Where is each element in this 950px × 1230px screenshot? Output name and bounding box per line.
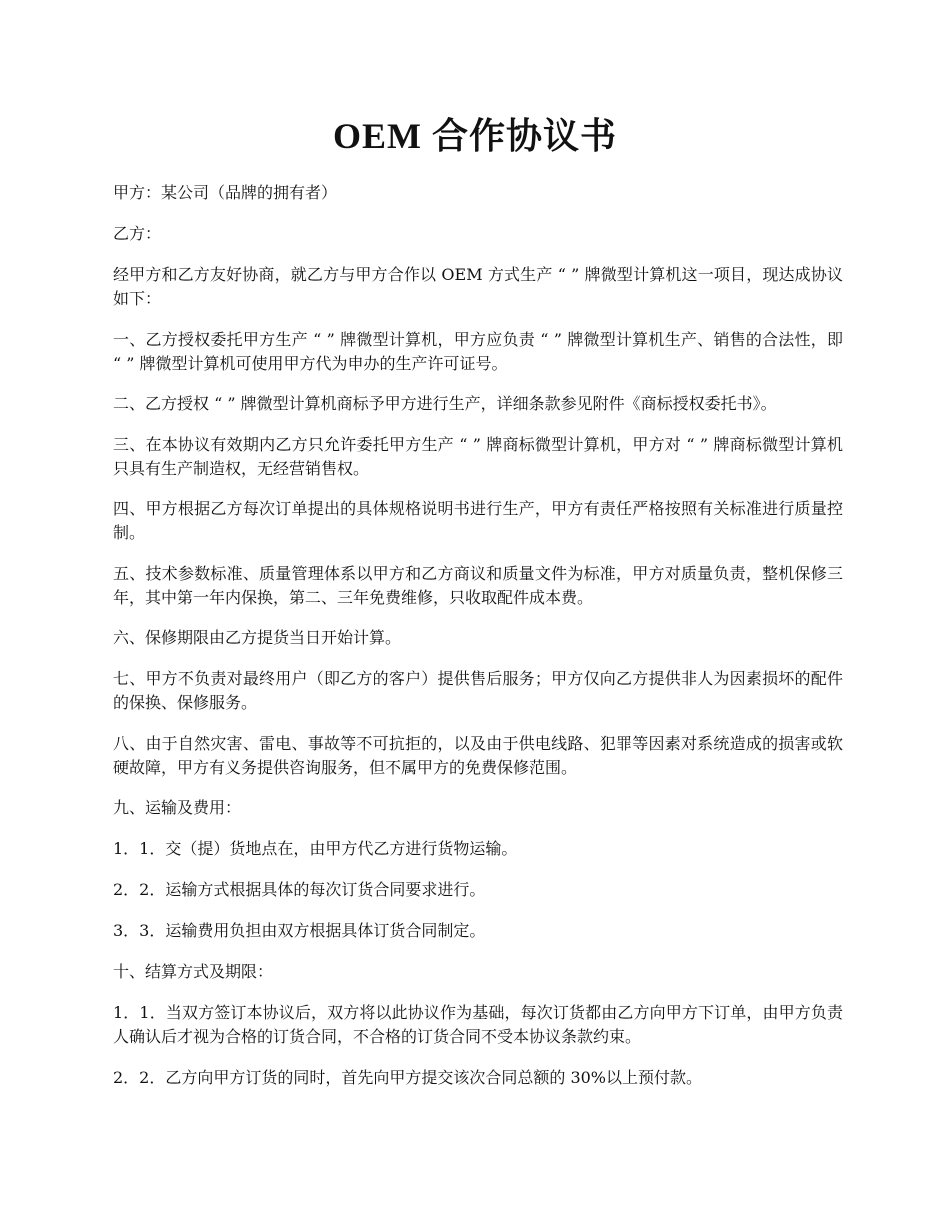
clause-5: 五、技术参数标准、质量管理体系以甲方和乙方商议和质量文件为标准，甲方对质量负责，整机保修三年，其中第一年内保换，第二、三年免费维修，只收取配件成本费。 <box>113 563 843 607</box>
document-body <box>113 181 843 1107</box>
party-b-line: 乙方： <box>113 224 162 243</box>
preamble-paragraph: 经甲方和乙方友好协商，就乙方与甲方合作以 OEM 方式生产 “ ” 牌微型计算机这一项目，现达成协议如下： <box>113 265 843 308</box>
clause-9-item-3: 3．3．运输费用负担由双方根据具体订货合同制定。 <box>113 921 486 940</box>
clause-4: 四、甲方根据乙方每次订单提出的具体规格说明书进行生产，甲方有责任严格按照有关标准进行质量控制。 <box>113 499 843 542</box>
clause-2: 二、乙方授权 “ ” 牌微型计算机商标予甲方进行生产，详细条款参见附件《商标授权委托书》。 <box>113 394 777 413</box>
document-title: OEM 合作协议书 <box>333 116 617 156</box>
clause-6: 六、保修期限由乙方提货当日开始计算。 <box>113 628 402 647</box>
clause-1: 一、乙方授权委托甲方生产 “ ” 牌微型计算机，甲方应负责 “ ” 牌微型计算机生产、销售的合法性，即 “ ” 牌微型计算机可使用甲方代为申办的生产许可证号。 <box>113 329 843 373</box>
clause-10-item-1: 1．1．当双方签订本协议后，双方将以此协议作为基础，每次订货都由乙方向甲方下订单，由甲方负责人确认后才视为合格的订货合同，不合格的订货合同不受本协议条款约束。 <box>113 1003 843 1046</box>
clause-9-item-1: 1．1．交（提）货地点在，由甲方代乙方进行货物运输。 <box>113 839 518 858</box>
clause-7: 七、甲方不负责对最终用户（即乙方的客户）提供售后服务；甲方仅向乙方提供非人为因素损坏的配件的保换、保修服务。 <box>113 669 843 712</box>
clause-8: 八、由于自然灾害、雷电、事故等不可抗拒的，以及由于供电线路、犯罪等因素对系统造成的损害或软硬故障，甲方有义务提供咨询服务，但不属甲方的免费保修范围。 <box>113 733 843 777</box>
party-a-line: 甲方：某公司（品牌的拥有者） <box>113 183 338 202</box>
clause-10-heading: 十、结算方式及期限： <box>113 962 274 981</box>
clause-9-heading: 九、运输及费用： <box>113 798 242 817</box>
clause-9-item-2: 2．2．运输方式根据具体的每次订货合同要求进行。 <box>113 880 486 899</box>
clause-10-item-2: 2．2．乙方向甲方订货的同时，首先向甲方提交该次合同总额的 30%以上预付款。 <box>113 1067 703 1087</box>
clause-3: 三、在本协议有效期内乙方只允许委托甲方生产 “ ” 牌商标微型计算机，甲方对 “ ” 牌商标微型计算机只具有生产制造权，无经营销售权。 <box>113 434 843 478</box>
